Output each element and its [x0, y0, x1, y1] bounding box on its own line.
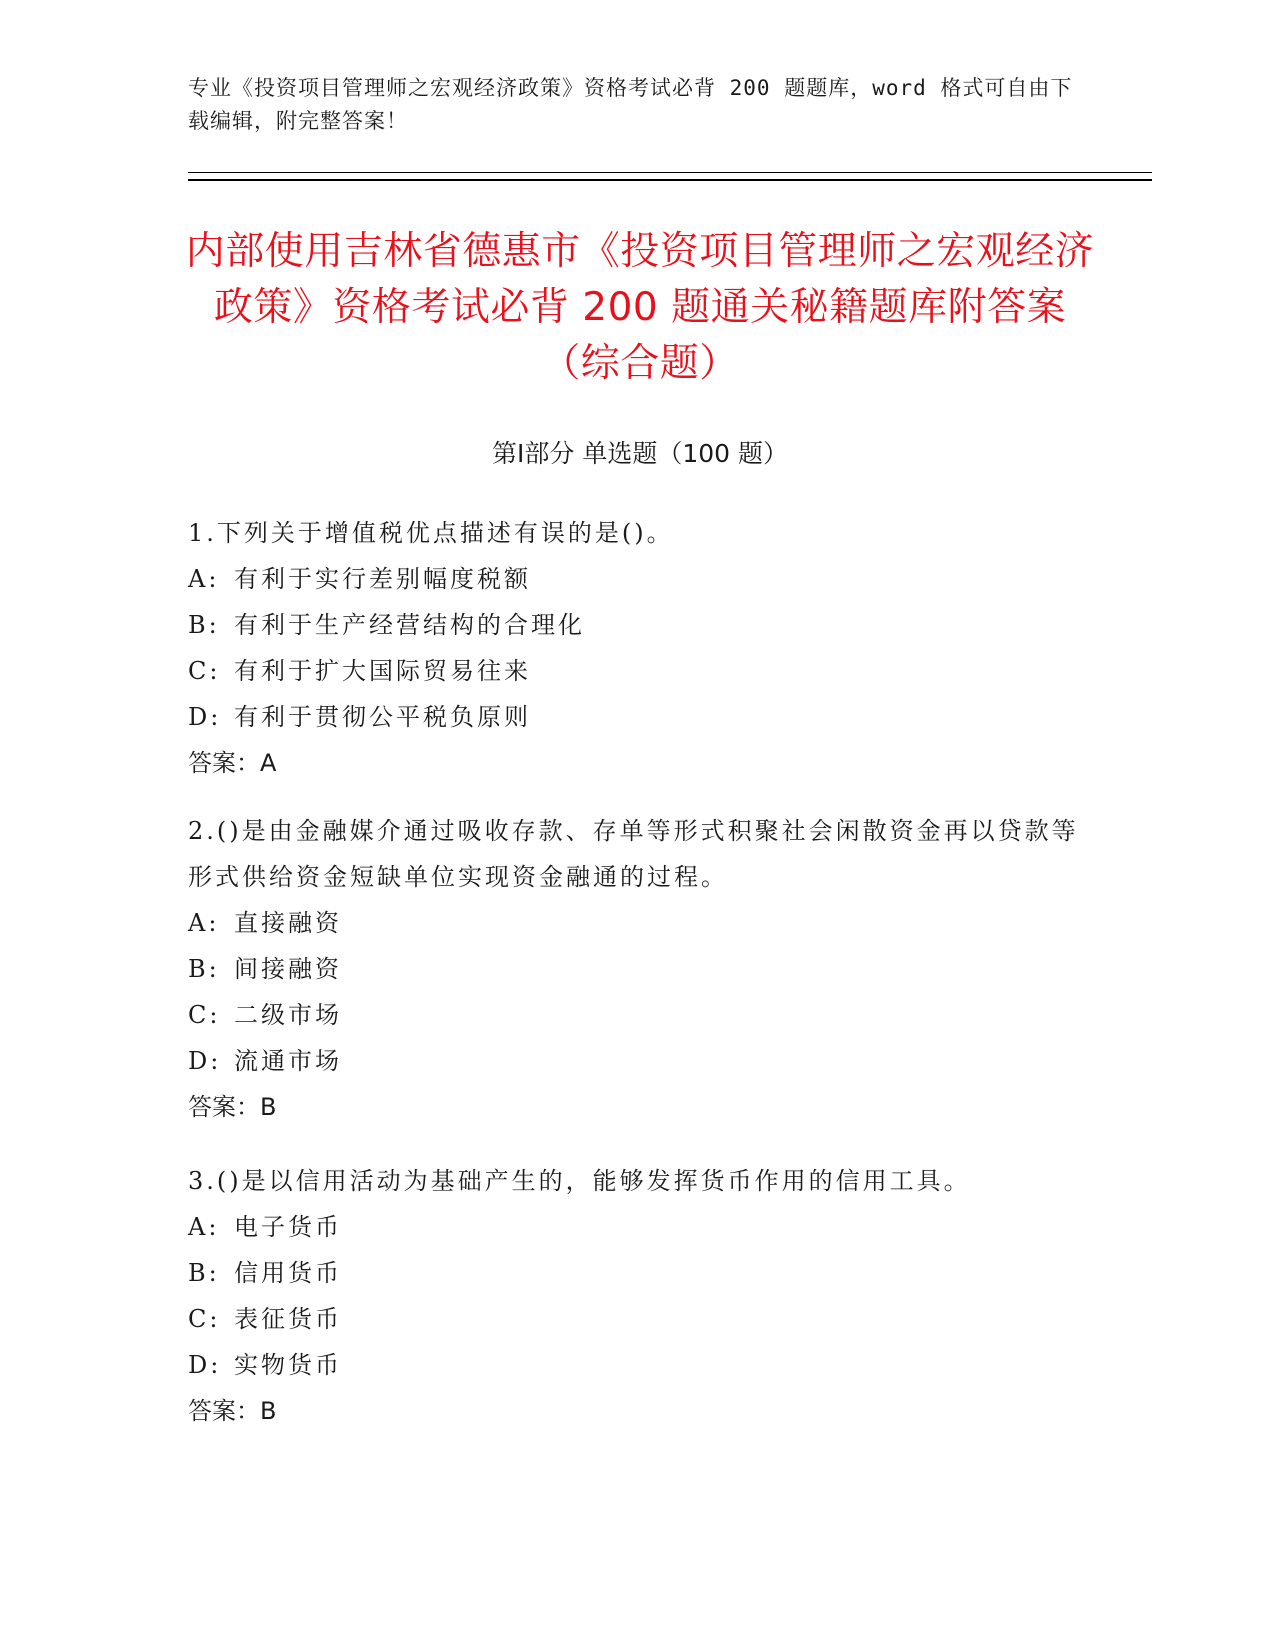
- option-b: [188, 946, 1088, 992]
- option-text: 流通市场: [234, 1047, 342, 1075]
- option-letter: A:: [188, 1213, 220, 1241]
- option-a: [188, 556, 1088, 602]
- option-text: 有利于扩大国际贸易往来: [234, 657, 531, 685]
- option-text: 实物货币: [234, 1351, 342, 1379]
- option-text: 信用货币: [234, 1259, 342, 1287]
- option-letter: B:: [188, 955, 220, 983]
- section-title: 第Ⅰ部分 单选题（100 题）: [492, 439, 788, 468]
- answer-line: 答案：B: [188, 1093, 277, 1121]
- option-text: 电子货币: [234, 1213, 342, 1241]
- option-text: 有利于生产经营结构的合理化: [234, 611, 585, 639]
- question-stem: 3.()是以信用活动为基础产生的，能够发挥货币作用的信用工具。: [188, 1167, 971, 1195]
- option-letter: D:: [188, 703, 222, 731]
- header-rule-thick: [188, 179, 1152, 181]
- question-block: [188, 1158, 1088, 1434]
- option-letter: C:: [188, 1001, 221, 1029]
- option-letter: A:: [188, 909, 220, 937]
- option-letter: B:: [188, 1259, 220, 1287]
- option-a: [188, 900, 1088, 946]
- option-letter: C:: [188, 657, 221, 685]
- option-letter: B:: [188, 611, 220, 639]
- option-c: [188, 648, 1088, 694]
- question-block: [188, 510, 1088, 786]
- header-note: 专业《投资项目管理师之宏观经济政策》资格考试必背 200 题题库，word 格式可自由下载编辑，附完整答案！: [188, 76, 1073, 133]
- option-text: 间接融资: [234, 955, 342, 983]
- option-d: [188, 1038, 1088, 1084]
- option-d: [188, 1342, 1088, 1388]
- option-letter: D:: [188, 1351, 222, 1379]
- option-text: 直接融资: [234, 909, 342, 937]
- option-c: [188, 992, 1088, 1038]
- option-text: 二级市场: [234, 1001, 342, 1029]
- question-block: [188, 808, 1088, 1130]
- option-b: [188, 602, 1088, 648]
- document-title: 内部使用吉林省德惠市《投资项目管理师之宏观经济政策》资格考试必背 200 题通关秘籍题库附答案（综合题）: [185, 229, 1095, 386]
- option-b: [188, 1250, 1088, 1296]
- answer-line: 答案：B: [188, 1397, 277, 1425]
- option-c: [188, 1296, 1088, 1342]
- header-rule-thin: [188, 172, 1152, 173]
- option-a: [188, 1204, 1088, 1250]
- option-text: 有利于贯彻公平税负原则: [234, 703, 531, 731]
- option-letter: A:: [188, 565, 220, 593]
- option-text: 表征货币: [234, 1305, 342, 1333]
- answer-line: 答案：A: [188, 749, 277, 777]
- question-stem: 1.下列关于增值税优点描述有误的是()。: [188, 519, 674, 547]
- option-letter: D:: [188, 1047, 222, 1075]
- option-text: 有利于实行差别幅度税额: [234, 565, 531, 593]
- option-letter: C:: [188, 1305, 221, 1333]
- question-stem: 2.()是由金融媒介通过吸收存款、存单等形式积聚社会闲散资金再以贷款等形式供给资金短缺单位实现资金融通的过程。: [188, 817, 1079, 891]
- option-d: [188, 694, 1088, 740]
